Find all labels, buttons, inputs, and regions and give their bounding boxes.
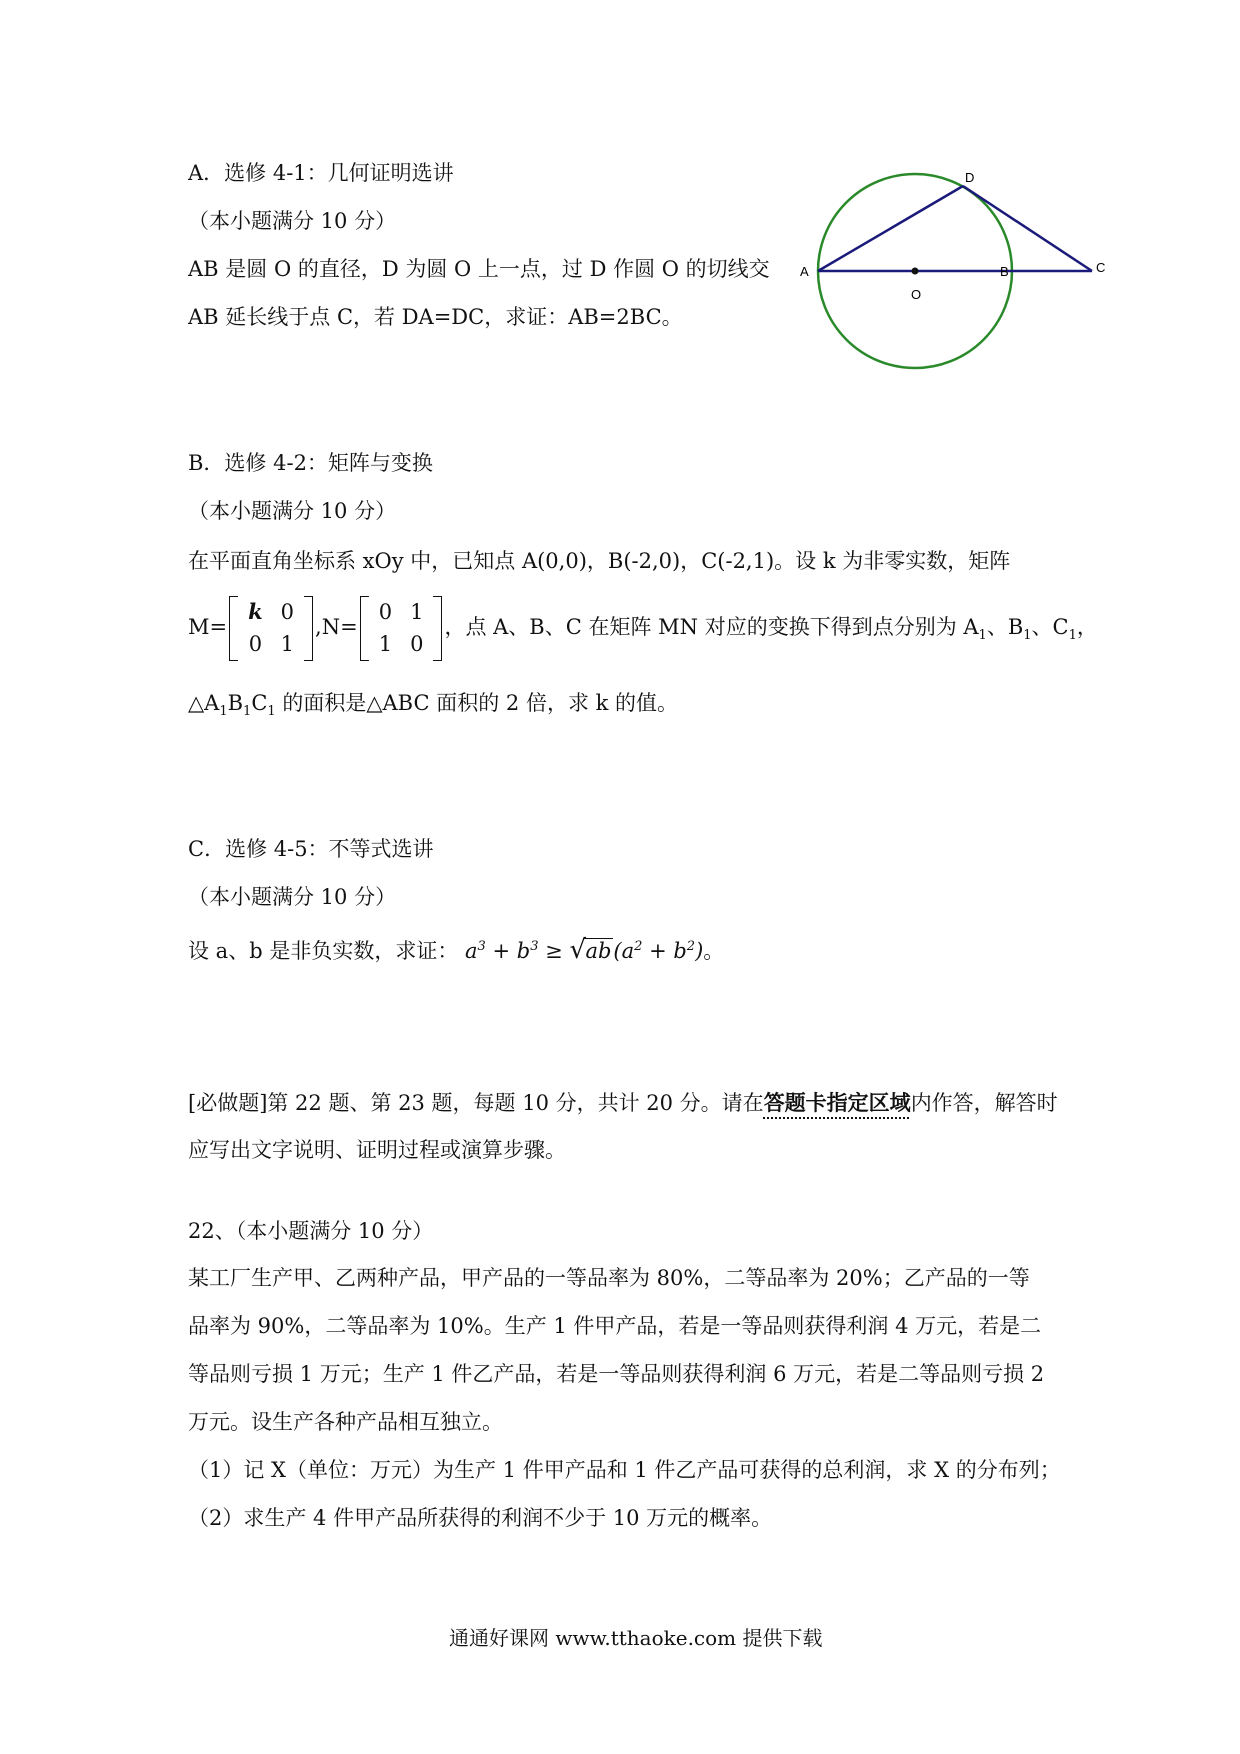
- page-footer: 通通好课网 www.tthaoke.com 提供下载: [449, 1626, 823, 1650]
- matrix-m-11: k: [248, 599, 263, 624]
- section-c-heading: C．选修 4-5：不等式选讲: [188, 837, 434, 861]
- section-b-text-2: ，点 A、B、C 在矩阵 MN 对应的变换下得到点分别为 A: [444, 614, 979, 639]
- section-a-heading: A．选修 4-1：几何证明选讲: [188, 161, 454, 185]
- center-point: [912, 268, 919, 275]
- matrix-m-21: 0: [248, 632, 263, 657]
- section-b-text-3: $\triangle A_1B_1C_1$ 的面积是△ABC 面积的 2 倍，求 k 的值。: [188, 691, 679, 720]
- q22-part-1: （1）记 X（单位：万元）为生产 1 件甲产品和 1 件乙产品可获得的总利润，求 X 的分布列；: [188, 1458, 1061, 1482]
- section-c-text-1: 设 a、b 是非负实数，求证： $a^3 + b^3$ ≥ √ $ab(a^2 + b^2)$。: [188, 935, 725, 965]
- q22-text-2: 品率为 90%，二等品率为 10%。生产 1 件甲产品，若是一等品则获得利润 4 万元，若是二: [188, 1314, 1042, 1338]
- label-d: D: [965, 170, 975, 185]
- section-a-text-1: AB 是圆 O 的直径，D 为圆 O 上一点，过 D 作圆 O 的切线交: [188, 257, 770, 281]
- matrix-m-12: 0: [280, 600, 295, 624]
- line-dc: [963, 186, 1092, 271]
- section-b-matrix-line: M= k 0 0 1 ,N= 0 1 1 0 ，点 A、B、C 在矩阵 MN 对应的变换下得到点分别为 $A_1$、$B_1$、$C_1$，: [188, 596, 1098, 661]
- inequality-formula: $a^3 + b^3$ ≥ √ $ab(a^2 + b^2)$: [465, 935, 704, 965]
- matrix-n: [360, 596, 443, 661]
- q22-text-1: 某工厂生产甲、乙两种产品，甲产品的一等品率为 80%，二等品率为 20%；乙产品的一等: [188, 1266, 1030, 1290]
- q22-part-2: （2）求生产 4 件甲产品所获得的利润不少于 10 万元的概率。: [188, 1506, 773, 1530]
- label-o: O: [911, 287, 922, 302]
- geometry-figure: [800, 168, 1120, 383]
- label-c: C: [1096, 260, 1106, 275]
- matrix-m-22: 1: [280, 632, 295, 657]
- matrix-n-label: ,N=: [315, 614, 358, 639]
- section-b-score: （本小题满分 10 分）: [188, 499, 397, 523]
- q22-title: 22、（本小题满分 10 分）: [188, 1219, 434, 1243]
- matrix-m-label: M=: [188, 614, 228, 639]
- matrix-n-21: 1: [378, 632, 393, 657]
- matrix-n-12: 1: [410, 600, 424, 624]
- matrix-n-22: 0: [410, 632, 424, 657]
- section-a-score: （本小题满分 10 分）: [188, 209, 397, 233]
- answer-card-area: 答题卡指定区域: [763, 1090, 911, 1115]
- label-b: B: [1000, 264, 1009, 279]
- required-text-1: [必做题]第 22 题、第 23 题，每题 10 分，共计 20 分。请在答题卡指定区域内作答，解答时: [188, 1090, 1058, 1115]
- section-a-text-2: AB 延长线于点 C，若 DA=DC，求证：AB=2BC。: [188, 305, 683, 329]
- q22-text-3: 等品则亏损 1 万元；生产 1 件乙产品，若是一等品则获得利润 6 万元，若是二等品则亏损 2: [188, 1362, 1045, 1386]
- section-b-heading: B．选修 4-2：矩阵与变换: [188, 451, 433, 475]
- q22-text-4: 万元。设生产各种产品相互独立。: [188, 1410, 503, 1434]
- matrix-n-11: 0: [378, 600, 393, 624]
- section-c-score: （本小题满分 10 分）: [188, 885, 397, 909]
- label-a: A: [800, 264, 809, 279]
- required-text-2: 应写出文字说明、证明过程或演算步骤。: [188, 1138, 566, 1162]
- matrix-m: [229, 596, 313, 661]
- line-ad: [818, 186, 963, 271]
- section-b-text-1: 在平面直角坐标系 xOy 中，已知点 A(0,0)，B(-2,0)，C(-2,1)。设 k 为非零实数，矩阵: [188, 549, 1011, 573]
